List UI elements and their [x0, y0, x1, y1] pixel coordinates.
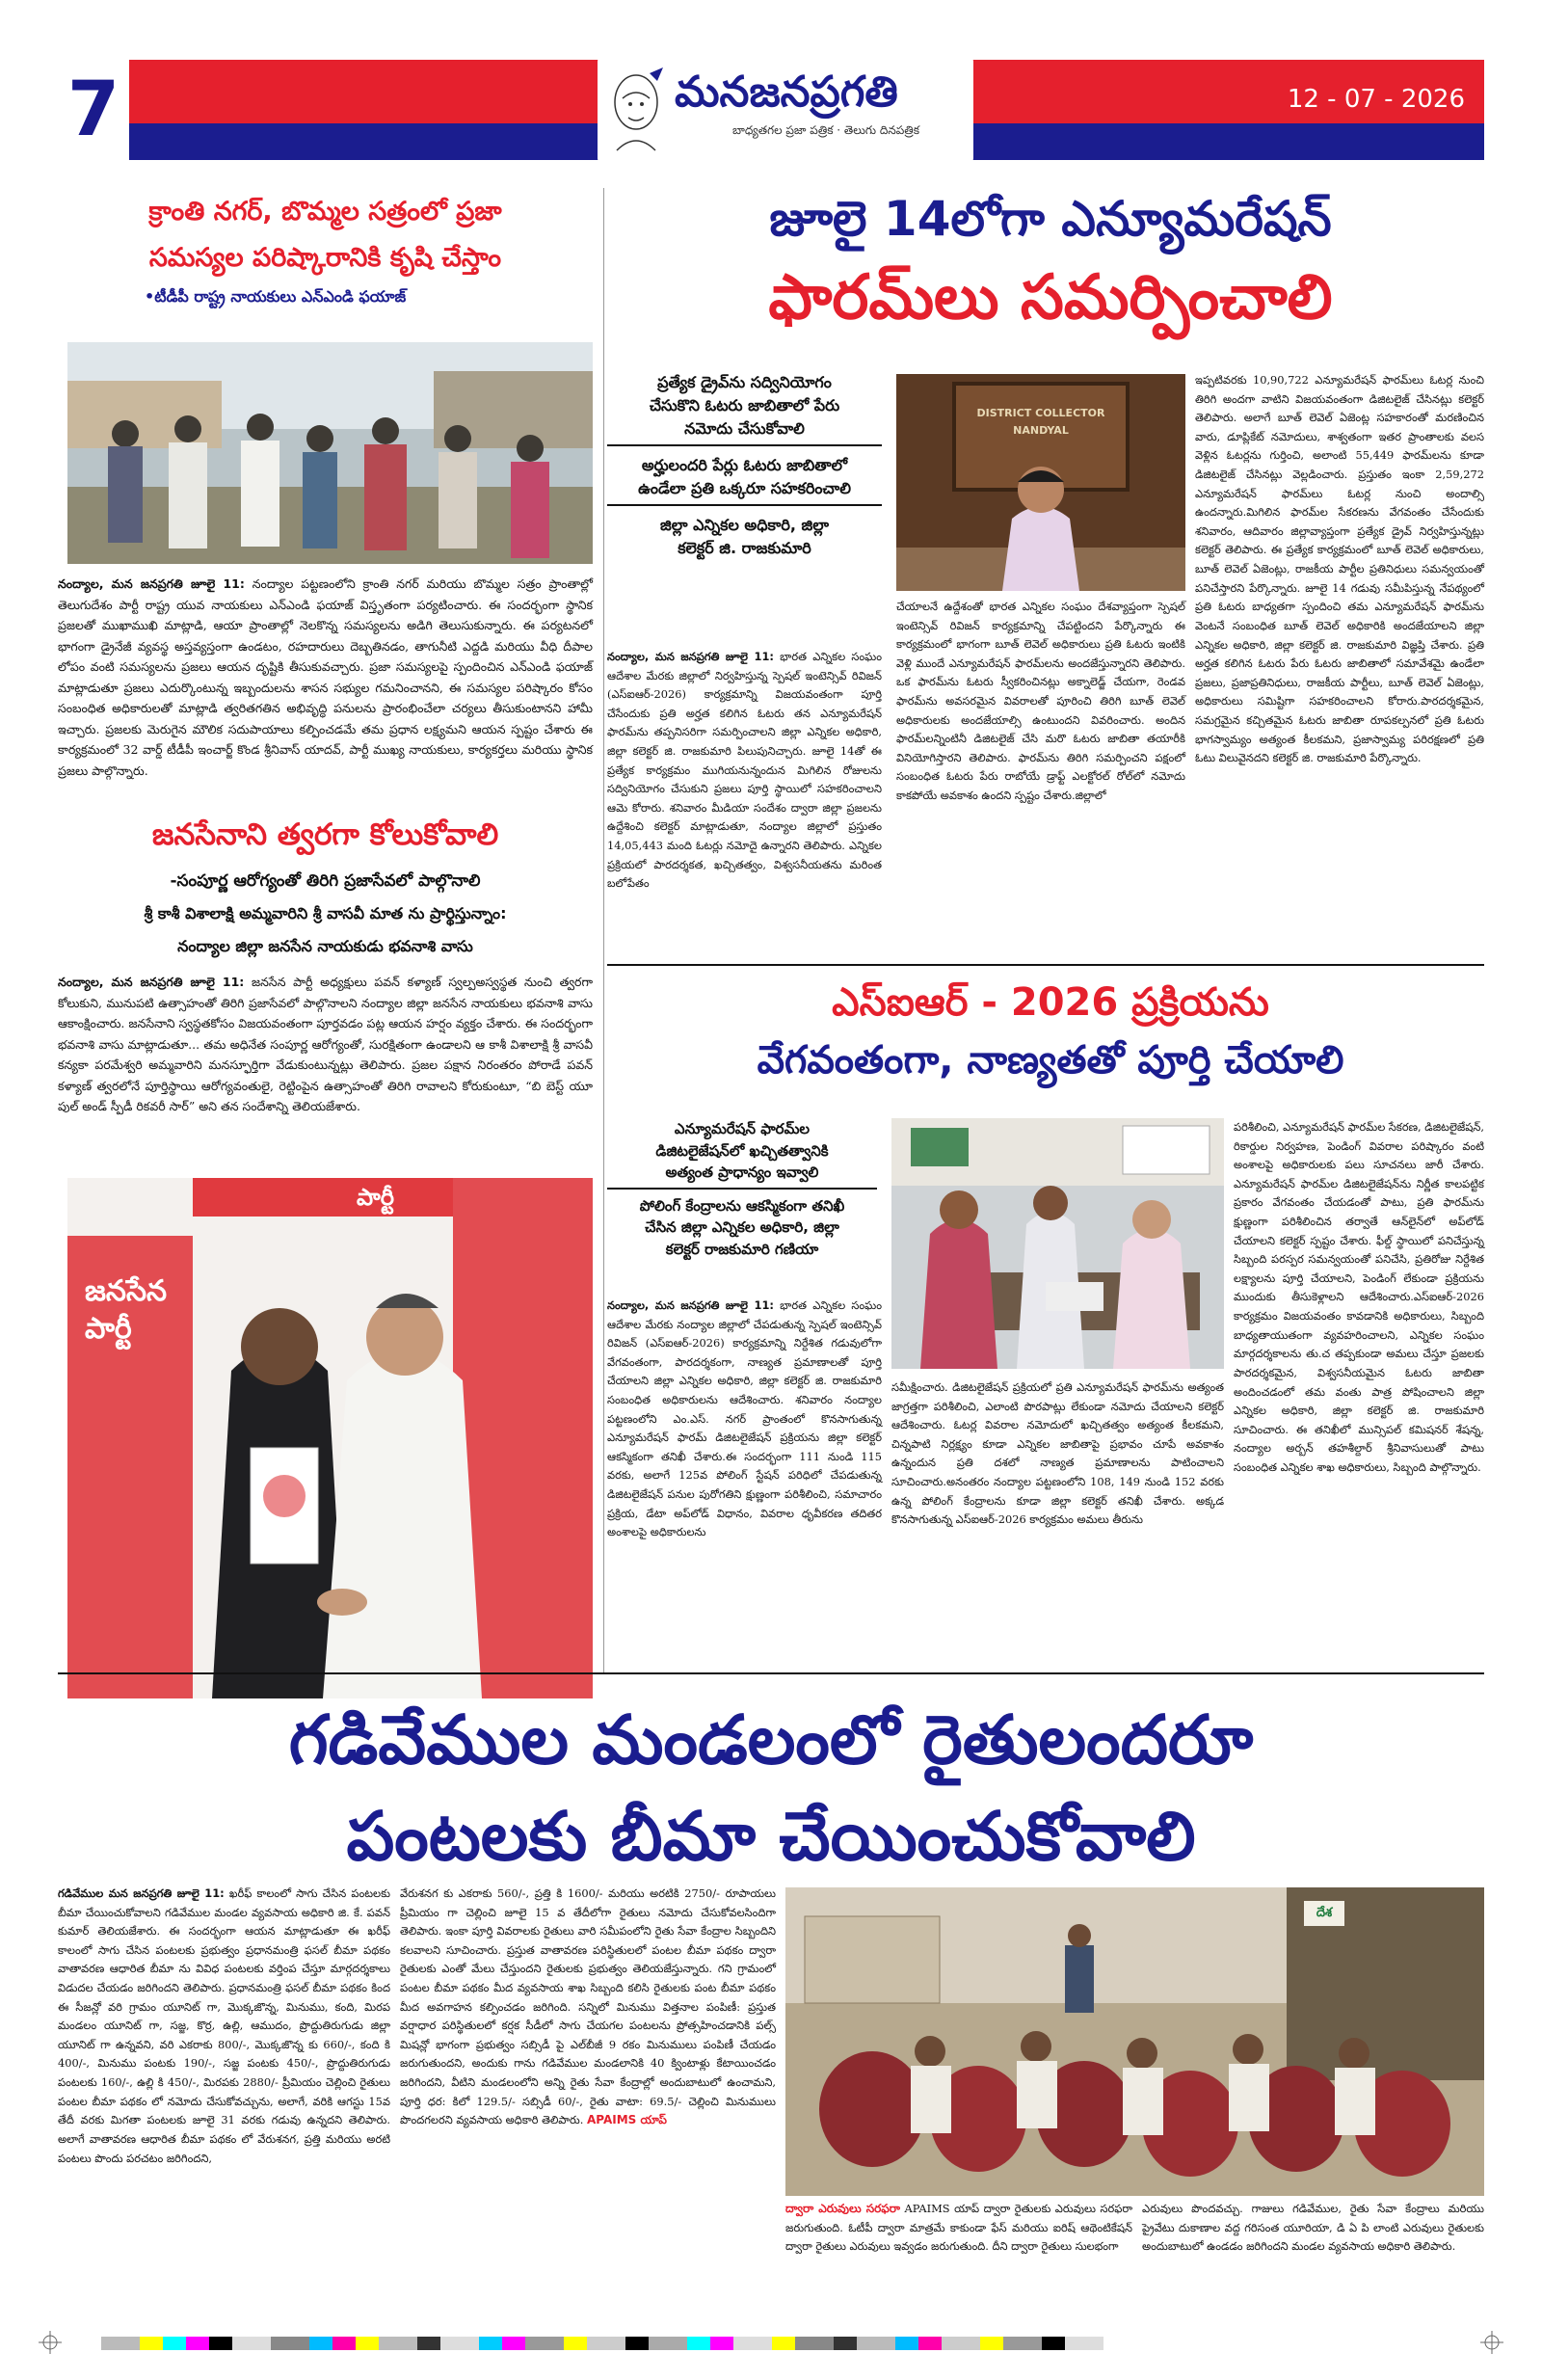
- story3-kicker-line: నమోదు చేసుకోవాలి: [607, 417, 882, 446]
- colour-calibration-bar: [101, 2336, 1103, 2349]
- story3-headline-line1: జూలై 14లోగా ఎన్యూమరేషన్: [769, 191, 1332, 247]
- story5-caption-label: ద్వారా ఎరువులు సరఫరా: [785, 2202, 901, 2215]
- story4-kicker-line: చేసిన జిల్లా ఎన్నికల అధికారి, జిల్లా: [645, 1218, 839, 1236]
- story1-dateline: నంద్యాల, మన జనప్రగతి జూలై 11:: [58, 576, 245, 591]
- story3-body-col1-text: భారత ఎన్నికల సంఘం ఆదేశాల మేరకు జిల్లాలో నిర్వహిస్తున్న స్పెషల్ ఇంటెన్సివ్ రివిజన్ (ఎస్ఐఆర్-2026) కార్యక్రమాన్ని విజయవంతంగా పూర్తి చేసేందుకు ప్రతి అర్హత కలిగిన ఓటరు తన ఎన్యూమరేషన్ ఫారమ్‌ను తప్పనిసరిగా సమర్పించాలని జిల్లా ఎన్నికల అధికారి, జిల్లా కలెక్టర్ జి. రాజకుమారి పిలుపునిచ్చారు. జూలై 14తో ఈ ప్రత్యేక కార్యక్రమం ముగియనున్నందున మిగిలిన రోజులను సద్వినియోగం చేసుకుని ప్రజలు పూర్తి స్థాయిలో సహకరించాలని ఆమె కోరారు. శనివారం మీడియా సందేశం ద్వారా జిల్లా ప్రజలను ఉద్దేశించి కలెక్టర్ మాట్లాడుతూ, నంద్యాల జిల్లాలో ప్రస్తుతం 14,05,443 మంది ఓటర్లు నమోదై ఉన్నారని తెలిపారు. ఎన్నికల ప్రక్రియలో పారదర్శకత, ఖచ్చితత్వం, విశ్వసనీయతను మరింత బలోపేతం: [607, 650, 883, 891]
- story4-kicker-line: అత్యంత ప్రాధాన్యం ఇవ్వాలి: [607, 1162, 877, 1190]
- story5-body-col2-text: వేరుశనగ కు ఎకరాకు 560/-, ప్రత్తి కి 1600/- మరియు అరటికి 2750/- రూపాయలు ప్రీమియం గా చెల్లించి జూలై 15 వ తేదీలోగా రైతులు నమోదు చేసుకోవలసిందిగా తెలిపారు. ఇంకా పూర్తి వివరాలకు రైతులు వారి సమీపంలోని రైతు సేవా కేంద్రాల సిబ్బందిని కలవాలని సూచించారు. ప్రస్తుత వాతావరణ పరిస్థితులలో పంటల బీమా పథకం ద్వారా రైతులకు ఎంతో మేలు చేస్తుందని రైతులకు ప్రభుత్వం తెలియజేస్తున్నారు. గని గ్రామంలో పంటల బీమా పథకం మీద వ్యవసాయ శాఖ సిబ్బంది కలిసి రైతులకు పంట బీమా పథకం మీద అవగాహన కల్పించడం జరిగింది. సన్నిలో మినుము విత్తనాల పంపిణీ: ప్రస్తుత వర్షాధార పరిస్థితులలో కర్షక సీడీలో సాగు చేయగల పంటలను ప్రోత్సహించడానికి పల్స్ మిషన్లో భాగంగా ప్రభుత్వం సబ్సిడీ పై ఎల్‌బీజీ 9 రకం మినుములు పంపిణీ చేయడం జరుగుతుందని, అందుకు గాను గడివేముల మండలానికి 40 క్వింటాళ్లు కేటాయించడం జరిగిందని, వీటిని మండలంలోని అన్ని రైతు సేవా కేంద్రాల్లో అందుబాటులో ఉంచామని, పూర్తి ధర: కిలో 129.5/- సబ్సిడీ 60/-, రైతు వాటా: 69.5/- చెల్లించి మినుములు పొందగలరని వ్యవసాయ అధికారి తెలిపారు.: [400, 1886, 776, 2127]
- story5-photo-banner: దేశ: [1304, 1901, 1344, 1926]
- story2-headline: జనసేనాని త్వరగా కోలుకోవాలి: [151, 817, 499, 852]
- story5-body-col1-text: ఖరీఫ్ కాలంలో సాగు చేసిన పంటలకు బీమా చేయించుకోవాలని గడివేముల మండల వ్యవసాయ అధికారి జి. కే. పవన్ కుమార్ తెలియజేశారు. ఈ సందర్భంగా ఆయన మాట్లాడుతూ ఈ ఖరీఫ్ కాలంలో సాగు చేసిన పంటలకు ప్రభుత్వం ప్రధానమంత్రి ఫసల్ బీమా పథకం వాతావరణ ఆధారిత బీమా ను వివిధ పంటలకు వర్తింప చేస్తూ మార్గదర్శకాలు విడుదల చేయడం జరిగిందని తెలిపారు. ప్రధానమంత్రి ఫసల్ బీమా పథకం కింద ఈ సీజన్లో వరి గ్రామం యూనిట్ గా, మొక్కజొన్న, మినుము, కంది, మిరప మండలం యూనిట్ గా, సజ్జ, కొర్ర, ఉల్లి, ఆముదం, ప్రొద్దుతిరుగుడు జిల్లా యూనిట్ గా ఉన్నవని, వరి ఎకరాకు 800/-, మొక్కజొన్న కు 660/-, కంది కి 400/-, మినుము పంటకు 190/-, సజ్జ పంటకు 450/-, ప్రొద్దుతిరుగుడు పంటలకు 160/-, ఉల్లి కి 450/-, మిరపకు 2880/- ప్రీమియం చెల్లించి రైతులు పంటల బీమా పథకం లో నమోదు చేసుకోవచ్చును, అలాగే, వరికి ఆగస్టు 15వ తేదీ వరకు మిగతా పంటలకు జూలై 31 వరకు గడువు ఉన్నదని తెలిపారు. అలాగే వాతావరణ ఆధారిత బీమా పథకం లో వేరుశనగ, ప్రత్తి మరియు అరటి పంటలు పొందు పరచటం జరిగిందని,: [58, 1886, 390, 2165]
- story3-bottom-rule: [607, 964, 1484, 966]
- story4-headline-line2: వేగవంతంగా, నాణ్యతతో పూర్తి చేయాలి: [757, 1038, 1344, 1083]
- story3-kicker-line: ఉండేలా ప్రతి ఒక్కరూ సహకరించాలి: [607, 477, 882, 506]
- story3-body-col2: చేయాలనే ఉద్దేశంతో భారత ఎన్నికల సంఘం దేశవ్యాప్తంగా స్పెషల్ ఇంటెన్సివ్ రివిజన్ కార్యక్రమాన్ని చేపట్టిందని పేర్కొన్నారు ఈ కార్యక్రమంలో భాగంగా బూత్ లెవెల్ అధికారులు ప్రతి ఓటరు ఇంటికి వెళ్లి ముందే ఎన్యూమరేషన్ ఫారమ్‌లను అందజేస్తున్నారని తెలిపారు. ఒక ఫారమ్‌ను ఓటరు స్వీకరించినట్లు అక్నాలెడ్జ్ చేయగా, రెండవ ఫారమ్‌ను అవసరమైన వివరాలతో పూరించి తిరిగి బూత్ లెవెల్ అధికారులకు అందజేయాల్సి ఉంటుందని వివరించారు. అందిన ఫారమ్‌లన్నింటినీ డిజిటలైజ్ చేసి మరొ ఓటరు జాబితా తయారీకి వినియోగిస్తారని తెలిపారు. ఫారమ్‌ను తిరిగి సమర్పించని పక్షంలో సంబంధిత ఓటరు పేరు రాబోయే డ్రాఫ్ట్ ఎలక్టోరల్ రోల్‌లో నమోదు కాకపోయే అవకాశం ఉందని స్పష్టం చేశారు.జిల్లాలో: [896, 600, 1185, 803]
- story3-kicker-line: జిల్లా ఎన్నికల అధికారి, జిల్లా: [660, 516, 829, 534]
- issue-date: 12 - 07 - 2026: [1287, 85, 1465, 114]
- story5-body-col2: [400, 1885, 776, 2130]
- story1-body: [58, 574, 593, 781]
- story4-photo-scene: [891, 1118, 1224, 1369]
- story1-subhead: •టీడీపీ రాష్ట్ర నాయకులు ఎన్ఎండి ఫయాజ్: [145, 287, 407, 306]
- story5-dateline: గడివేముల మన జనప్రగతి జూలై 11:: [58, 1886, 225, 1900]
- story4-dateline: నంద్యాల, మన జనప్రగతి జూలై 11:: [607, 1298, 774, 1312]
- story5-photo-scene: [785, 1887, 1484, 2196]
- story5-headline-line2: పంటలకు బీమా చేయించుకోవాలి: [346, 1797, 1196, 1876]
- page-number: 7: [58, 60, 129, 160]
- story3-body-col3: ఇప్పటివరకు 10,90,722 ఎన్యూమరేషన్ ఫారమ్‌లు ఓటర్ల నుంచి తిరిగి అందగా వాటిని విజయవంతంగా డిజిటలైజ్ చేసినట్లు కలెక్టర్ తెలిపారు. అలాగే బూత్ లెవెల్ ఏజెంట్ల సహకారంతో మరణించిన వారు, డూప్లికేట్ నమోదులు, శాశ్వతంగా ఇతర ప్రాంతాలకు వలస వెళ్లిన ఓటర్లను గుర్తించి, అలాంటి 55,449 ఫారమ్‌లను కూడా డిజిటలైజ్ చేసినట్లు వెల్లడించారు. ప్రస్తుతం ఇంకా 2,59,272 ఎన్యూమరేషన్ ఫారమ్‌లు ఓటర్ల నుంచి అందాల్సి ఉందన్నారు.మిగిలిన ఫారమ్‌ల సేకరణను వేగవంతం చేసేందుకు శనివారం, ఆదివారం జిల్లావ్యాప్తంగా ప్రత్యేక డ్రైవ్ నిర్వహిస్తున్నట్లు కలెక్టర్ తెలిపారు. ఈ ప్రత్యేక కార్యక్రమంలో బూత్ లెవెల్ అధికారులు, బూత్ లెవెల్ ఏజెంట్లు, రాజకీయ పార్టీల ప్రతినిధులు సమన్వయంతో పనిచేస్తారని పేర్కొన్నారు. జూలై 14 గడువు సమీపిస్తున్న నేపథ్యంలో ప్రతి ఓటరు బాధ్యతగా స్పందించి తమ ఎన్యూమరేషన్ ఫారమ్‌ను వెంటనే సంబంధిత బూత్ లెవెల్ అధికారికి అందజేయాలని జిల్లా ఎన్నికల అధికారి, జిల్లా కలెక్టర్ జి. రాజకుమారి విజ్ఞప్తి చేశారు. ప్రతి అర్హత కలిగిన ఓటరు పేరు ఓటరు జాబితాలో సమావేశమై ఉండేలా ప్రజలు, ప్రజాప్రతినిధులు, రాజకీయ పార్టీలు, బూత్ లెవెల్ ఏజెంట్లు, అధికారులు సమిష్టిగా సహకరించాలని కోరారు.పారదర్శకమైన, సమగ్రమైన కచ్చితమైన ఓటరు జాబితా రూపకల్పనలో ప్రతి ఓటరు భాగస్వామ్యం అత్యంత కీలకమని, ప్రజాస్వామ్య పరిరక్షణలో ప్రతి ఓటు విలువైనదని కలెక్టర్ జి. రాజకుమారి పేర్కొన్నారు.: [1195, 373, 1484, 765]
- story1-photo: [67, 342, 593, 564]
- logo-figure-icon: [607, 64, 671, 156]
- story5-caption-col2: ఎరువులు పొందవచ్చు. గాజులు గడివేముల, రైతు సేవా కేంద్రాలు మరియు ప్రైవేటు దుకాణాల వద్ద గరిసంత యూరియా, డి ఏ పి లాంటి ఎరువులు రైతులకు అందుబాటులో ఉండడం జరిగిందని మండల వ్యవసాయ అధికారి తెలిపారు.: [1142, 2202, 1484, 2254]
- story3-headline-line2: ఫారమ్‌లు సమర్పించాలి: [768, 262, 1333, 334]
- story2-photo: [67, 1178, 593, 1698]
- story4-kicker-line: డిజిటలైజేషన్‌లో ఖచ్చితత్వానికి: [655, 1141, 829, 1160]
- story3-body-col1: [607, 648, 882, 894]
- story3-kicker-line: ప్రత్యేక డ్రైవ్‌ను సద్వినియోగం: [657, 373, 832, 391]
- story1-headline-line2: సమస్యల పరిష్కారానికి కృషి చేస్తాం: [148, 243, 502, 273]
- story4-kicker: [607, 1118, 877, 1260]
- story5-body-col1: [58, 1885, 390, 2168]
- column-divider: [603, 188, 604, 1672]
- paper-tagline: బాధ్యతగల ప్రజా పత్రిక · తెలుగు దినపత్రిక: [732, 123, 919, 137]
- story4-kicker-line: ఎన్యూమరేషన్ ఫారమ్‌ల: [674, 1120, 811, 1137]
- story5-photo: [785, 1887, 1484, 2196]
- story4-photo: [891, 1118, 1224, 1369]
- story3-photo-sign: DISTRICT COLLECTOR NANDYAL: [976, 407, 1105, 437]
- story4-body-col2: సమీక్షించారు. డిజిటలైజేషన్ ప్రక్రియలో ప్రతి ఎన్యూమరేషన్ ఫారమ్‌ను అత్యంత జాగ్రత్తగా పరిశీలించి, ఎలాంటి పొరపాట్లు లేకుండా నమోదు చేయాలని కలెక్టర్ ఆదేశించారు. ఓటర్ల వివరాల నమోదులో ఖచ్చితత్వం అత్యంత కీలకమని, చిన్నపాటి నిర్లక్ష్యం కూడా ఎన్నికల జాబితాపై ప్రభావం చూపే అవకాశం ఉన్నందున ప్రతి దశలో నాణ్యత ప్రమాణాలను పాటించాలని సూచించారు.అనంతరం నంద్యాల పట్టణంలోని 108, 149 నుండి 152 వరకు ఉన్న పోలింగ్ కేంద్రాలను కూడా జిల్లా కలెక్టర్ తనిఖీ చేశారు. అక్కడ కొనసాగుతున్న ఎస్ఐఆర్-2026 కార్యక్రమం అమలు తీరును: [891, 1380, 1224, 1527]
- registration-mark-icon: [39, 2331, 62, 2354]
- story4-bottom-rule: [58, 1672, 1484, 1674]
- story2-kicker3: నంద్యాల జిల్లా జనసేన నాయకుడు భవనాశి వాసు: [177, 937, 473, 955]
- story4-kicker-line: కలెక్టర్ రాజకుమారి గణియా: [665, 1240, 819, 1258]
- story5-headline-line1: గడివేముల మండలంలో రైతులందరూ: [288, 1700, 1254, 1779]
- story2-photo-banner-right: పార్టీ: [357, 1184, 394, 1211]
- paper-name: మనజనప్రగతి: [675, 67, 898, 117]
- story3-kicker-line: చేసుకొని ఓటరు జాబితాలో పేరు: [649, 396, 840, 414]
- story4-body-col1-text: భారత ఎన్నికల సంఘం ఆదేశాల మేరకు నంద్యాల జిల్లాలో చేపడుతున్న స్పెషల్ ఇంటెన్సివ్ రివిజన్ (ఎస్ఐఆర్-2026) కార్యక్రమాన్ని నిర్దేశిత గడువులోగా వేగవంతంగా, పారదర్శకంగా, నాణ్యత ప్రమాణాలతో పూర్తి చేయాలని జిల్లా ఎన్నికల అధికారి, జిల్లా కలెక్టర్ జి. రాజకుమారి సంబంధిత అధికారులను ఆదేశించారు. శనివారం నంద్యాల పట్టణంలోని ఎం.ఎస్. నగర్ ప్రాంతంలో కొనసాగుతున్న ఎన్యూమరేషన్ ఫారమ్ డిజిటలైజేషన్ ప్రక్రియను జిల్లా కలెక్టర్ ఆకస్మికంగా తనిఖీ చేశారు.ఈ సందర్భంగా 111 నుండి 115 వరకు, అలాగే 125వ పోలింగ్ స్టేషన్ పరిధిలో చేపడుతున్న డిజిటలైజేషన్ పనుల పురోగతిని క్షుణ్ణంగా పరిశీలించి, సమాచారం ప్రక్రియ, డేటా అప్‌లోడ్ విధానం, వివరాల ధృవీకరణ తదితర అంశాలపై అధికారులను: [607, 1298, 883, 1539]
- story5-body-col2-tail: APAIMS యాప్: [586, 2113, 667, 2127]
- story5-caption-col1: [785, 2200, 1132, 2257]
- story4-kicker-line: పోలింగ్ కేంద్రాలను ఆకస్మికంగా తనిఖీ: [639, 1196, 845, 1215]
- registration-mark-icon: [1480, 2331, 1503, 2354]
- story3-kicker: [607, 371, 882, 560]
- story5-caption-text: APAIMS యాప్ ద్వారా రైతులకు ఎరువులు సరఫరా జరుగుతుంది. ఓటీపీ ద్వారా మాత్రమే కాకుండా ఫేస్ మరియు ఐరిష్ ఆథెంటికేషన్ ద్వారా రైతులు ఎరువులు ఇవ్వడం జరుగుతుంది. దీని ద్వారా రైతులు సులభంగా: [785, 2202, 1132, 2254]
- story3-photo: [896, 374, 1185, 591]
- story4-body-col1: [607, 1297, 882, 1542]
- story4-headline-line1: ఎస్ఐఆర్ - 2026 ప్రక్రియను: [832, 980, 1269, 1025]
- story2-body-text: జనసేన పార్టీ అధ్యక్షులు పవన్ కళ్యాణ్ స్వల్పఅస్వస్థత నుంచి త్వరగా కోలుకుని, మునుపటి ఉత్సాహంతో తిరిగి ప్రజాసేవలో పాల్గొనాలని నంద్యాల జిల్లా జనసేన నాయకులు భవనాశి వాసు ఆకాంక్షించారు. జనసేనాని స్వస్థతకోసం విజయవంతంగా పూర్తవడం పట్ల ఆయన హర్షం వ్యక్తం చేశారు. ఈ సందర్భంగా భవనాశి వాసు మాట్లాడుతూ... తమ అధినేత సంపూర్ణ ఆరోగ్యంతో, సురక్షితంగా ఉండాలని ఆ కాశీ విశాలాక్షి శ్రీ వాసవీ కన్యకా పరమేశ్వరి అమ్మవారిని మనస్ఫూర్తిగా వేడుకుంటున్నట్లు తెలిపారు. ప్రజల పక్షాన నిరంతరం పోరాడే పవన్ కళ్యాణ్ త్వరలోనే పూర్తిస్థాయి ఆరోగ్యవంతులై, రెట్టింపైన ఉత్సాహంతో తిరిగి రావాలని కోరుకుంటూ, “బి బెస్ట్ యూ పుల్ అండ్ స్పీడీ రికవరీ సార్” అని తన సందేశాన్ని తెలియజేశారు.: [58, 975, 593, 1113]
- story2-kicker1: -సంపూర్ణ ఆరోగ్యంతో తిరిగి ప్రజాసేవలో పాల్గొనాలి: [170, 871, 481, 891]
- story2-photo-banner-left: జనసేన పార్టీ: [85, 1274, 168, 1346]
- story2-body: [58, 972, 593, 1117]
- story1-headline-line1: క్రాంతి నగర్, బొమ్మల సత్రంలో ప్రజా: [148, 197, 502, 227]
- story2-photo-scene: [67, 1178, 593, 1698]
- story3-kicker-line: అర్హులందరి పేర్లు ఓటరు జాబితాలో: [641, 456, 848, 474]
- story1-body-text: నంద్యాల పట్టణంలోని క్రాంతి నగర్ మరియు బొమ్మల సత్రం ప్రాంతాల్లో తెలుగుదేశం పార్టీ రాష్ట్ర యువ నాయకులు ఎన్ఎండి ఫయాజ్ విస్తృతంగా పర్యటించారు. ఈ సందర్భంగా స్థానిక ప్రజలతో ముఖాముఖి మాట్లాడి, ఆయా ప్రాంతాల్లో నెలకొన్న సమస్యలను అడిగి తెలుసుకున్నారు. ఈ పర్యటనలో భాగంగా డ్రైనేజీ వ్యవస్థ అస్తవ్యస్తంగా ఉండటం, రహదారులు దెబ్బతినడం, తాగునీటి ఎద్దడి మరియు వీధి దీపాల లోపం వంటి సమస్యలను ప్రజలు ఆయన దృష్టికి తీసుకువచ్చారు. ప్రజా సమస్యలపై స్పందించిన ఎన్ఎండి ఫయాజ్ మాట్లాడుతూ ప్రజలు ఎదుర్కొంటున్న ఇబ్బందులను శాసన సభ్యుల గమనించానని, ఈ సమస్యల పరిష్కారం కోసం సంబంధిత అధికారులతో మాట్లాడి త్వరితగతిన అభివృద్ధి పనులను ప్రారంభించేలా చర్యలు తీసుకుంటానని హామీ ఇచ్చారు. ప్రజలకు మెరుగైన మౌలిక సదుపాయాలు కల్పించడమే తమ ప్రధాన లక్ష్యమని ఆయన స్పష్టం చేశారు ఈ కార్యక్రమంలో 32 వార్డ్ టీడీపీ ఇంచార్జ్ కొండ శ్రీనివాస్ యాదవ్, పార్టీ ముఖ్య నాయకులు, కార్యకర్తలు మరియు స్థానిక ప్రజలు పాల్గొన్నారు.: [58, 576, 593, 778]
- story3-kicker-line: కలెక్టర్ జి. రాజకుమారి: [678, 539, 811, 557]
- story2-dateline: నంద్యాల, మన జనప్రగతి జూలై 11:: [58, 975, 245, 989]
- story4-body-col3: పరిశీలించి, ఎన్యూమరేషన్ ఫారమ్‌ల సేకరణ, డిజిటలైజేషన్, రికార్డుల నిర్వహణ, పెండింగ్ వివరాల పరిష్కారం వంటి అంశాలపై అధికారులకు పలు సూచనలు జారీ చేశారు. ఎన్యూమరేషన్ ఫారమ్‌ల డిజిటలైజేషన్‌ను నిర్ణీత కాలపట్టిక ప్రకారం వేగవంతం చేయడంతో పాటు, ప్రతి ఫారమ్‌ను క్షుణ్ణంగా పరిశీలించిన తర్వాతే ఆన్‌లైన్‌లో అప్‌లోడ్ చేయాలని కలెక్టర్ స్పష్టం చేశారు. ఫీల్డ్ స్థాయిలో పనిచేస్తున్న సిబ్బంది పరస్పర సమన్వయంతో పనిచేసి, ప్రతిరోజు నిర్దేశిత లక్ష్యాలను పూర్తి చేయాలని, పెండింగ్ లేకుండా ప్రక్రియను ముందుకు తీసుకెళ్లాలని ఆదేశించారు.ఎస్ఐఆర్-2026 కార్యక్రమం విజయవంతం కావడానికి అధికారులు, సిబ్బంది బాధ్యతాయుతంగా వ్యవహరించాలని, ఎన్నికల సంఘం మార్గదర్శకాలను తు.చ తప్పకుండా అమలు చేస్తూ ప్రజలకు పారదర్శకమైన, విశ్వసనీయమైన ఓటరు జాబితా అందించడంలో తమ వంతు పాత్ర పోషించాలని జిల్లా ఎన్నికల అధికారి, జిల్లా కలెక్టర్ జి. రాజకుమారి సూచించారు. ఈ తనిఖీలో మున్సిపల్ కమిషనర్ శేషన్న, నంద్యాల అర్బన్ తహశీల్దార్ శ్రీనివాసులుతో పాటు సంబంధిత ఎన్నికల శాఖ అధికారులు, సిబ్బంది పాల్గొన్నారు.: [1234, 1120, 1484, 1474]
- story2-kicker2: శ్రీ కాశీ విశాలాక్షి అమ్మవారిని శ్రీ వాసవీ మాత ను ప్రార్థిస్తున్నాం:: [144, 904, 507, 923]
- story3-dateline: నంద్యాల, మన జనప్రగతి జూలై 11:: [607, 650, 774, 663]
